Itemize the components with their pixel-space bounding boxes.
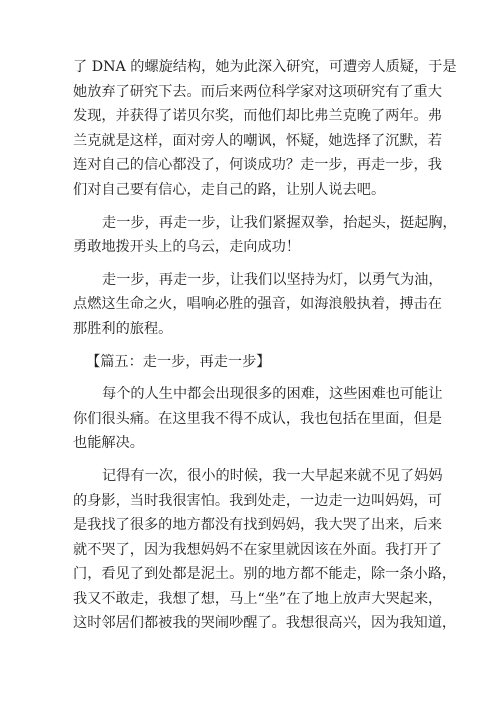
paragraph-continuation xyxy=(73,55,457,203)
text-line: 连对自己的信心都没了，何谈成功？走一步，再走一步，我 xyxy=(73,157,442,174)
paragraph-fist xyxy=(73,211,457,260)
paragraph-memory xyxy=(73,464,457,636)
document-page xyxy=(73,55,457,636)
text-line: 走一步，再走一步，让我们紧握双拳，抬起头，挺起胸， xyxy=(102,214,457,231)
paragraph-difficulties xyxy=(73,382,443,456)
text-line: 这时邻居们都被我的哭闹吵醒了。我想很高兴，因为我知道， xyxy=(73,615,457,632)
text-line: 也能解决。 xyxy=(73,435,144,452)
text-line: 点燃这生命之火，唱响必胜的强音，如海浪般执着，搏击在 xyxy=(73,296,442,313)
text-line: 那胜利的旅程。 xyxy=(73,320,173,337)
text-line: 我又不敢走，我想了想，马上“坐”在了地上放声大哭起来， xyxy=(73,590,443,607)
text-line: 每个的人生中都会出现很多的困难，这些困难也可能让 xyxy=(102,386,443,403)
paragraph-persistence xyxy=(73,268,443,342)
text-line: 了 DNA 的螺旋结构，她为此深入研究，可遭旁人质疑，于是 xyxy=(73,59,457,75)
text-line: 门，看见了到处都是泥土。别的地方都不能走，除一条小路， xyxy=(73,566,457,583)
text-line: 兰克就是这样，面对旁人的嘲讽，怀疑，她选择了沉默，若 xyxy=(73,132,442,149)
text-line: 她放弃了研究下去。而后来两位科学家对这项研究有了重大 xyxy=(73,83,442,100)
text-line: 走一步，再走一步，让我们以坚持为灯，以勇气为油， xyxy=(102,271,443,288)
section-title: 【篇五：走一步，再走一步】 xyxy=(86,353,271,370)
text-line: 勇敢地拨开头上的乌云，走向成功！ xyxy=(73,239,301,256)
text-line: 记得有一次，很小的时候，我一大早起来就不见了妈妈 xyxy=(102,467,443,484)
text-line: 是我找了很多的地方都没有找到妈妈，我大哭了出来，后来 xyxy=(73,517,442,534)
text-line: 你们很头痛。在这里我不得不成认，我也包括在里面，但是 xyxy=(73,410,442,427)
section-heading xyxy=(73,350,433,375)
text-line: 就不哭了，因为我想妈妈不在家里就因该在外面。我打开了 xyxy=(73,541,442,558)
text-line: 发现，并获得了诺贝尔奖，而他们却比弗兰克晚了两年。弗 xyxy=(73,108,442,125)
text-line: 们对自己要有信心，走自己的路，让别人说去吧。 xyxy=(73,181,386,198)
text-line: 的身影，当时我很害怕。我到处走，一边走一边叫妈妈，可 xyxy=(73,492,442,509)
